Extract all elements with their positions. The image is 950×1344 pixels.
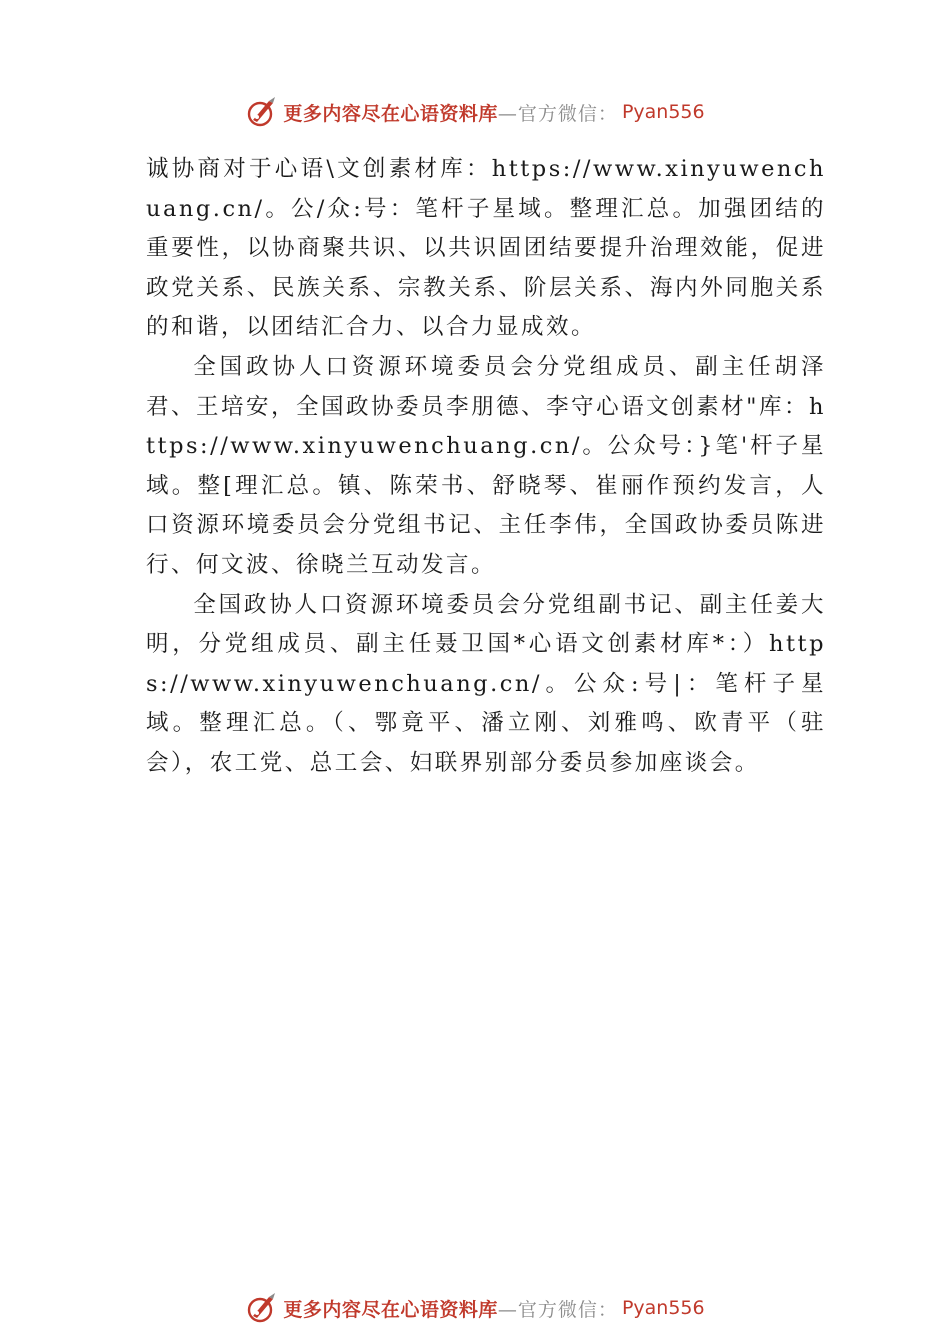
footer-wechat-label: —官方微信： — [497, 1298, 618, 1321]
quill-pen-seal-icon — [245, 1291, 279, 1325]
paragraph-3: 全国政协人口资源环境委员会分党组副书记、副主任姜大明，分党组成员、副主任聂卫国*心语文创素材库*：）https://www.xinyuwenchuang.cn/。公众:号|：笔杆子星域。整理汇总。（、鄂竟平、潘立刚、刘雅鸣、欧青平（驻会），农工党、总工会、妇联界别部分委员参加座谈会。 — [146, 591, 826, 776]
paragraph-2: 全国政协人口资源环境委员会分党组成员、副主任胡泽君、王培安，全国政协委员李朋德、李守心语文创素材"库：https://www.xinyuwenchuang.cn/。公众号：}笔'杆子星域。整[理汇总。镇、陈荣书、舒晓琴、崔丽作预约发言，人口资源环境委员会分党组书记、主任李伟，全国政协委员陈进行、何文波、徐晓兰互动发言。 — [146, 353, 826, 578]
paragraph-1: 诚协商对于心语\文创素材库：https://www.xinyuwenchuang.cn/。公/众:号：笔杆子星域。整理汇总。加强团结的重要性，以协商聚共识、以共识固团结要提升治理效能，促进政党关系、民族关系、宗教关系、阶层关系、海内外同胞关系的和谐，以团结汇合力、以合力显成效。 — [146, 156, 826, 341]
footer-wechat-id: Pyan556 — [621, 1297, 705, 1319]
banner-wechat-id: Pyan556 — [621, 101, 705, 123]
document-body — [146, 150, 826, 784]
header-banner — [0, 92, 950, 132]
banner-brand-text: 更多内容尽在心语资料库 — [283, 102, 498, 125]
quill-pen-seal-icon — [245, 95, 279, 129]
footer-brand-text: 更多内容尽在心语资料库 — [283, 1298, 498, 1321]
banner-wechat-label: —官方微信： — [497, 102, 618, 125]
footer-banner — [0, 1288, 950, 1328]
